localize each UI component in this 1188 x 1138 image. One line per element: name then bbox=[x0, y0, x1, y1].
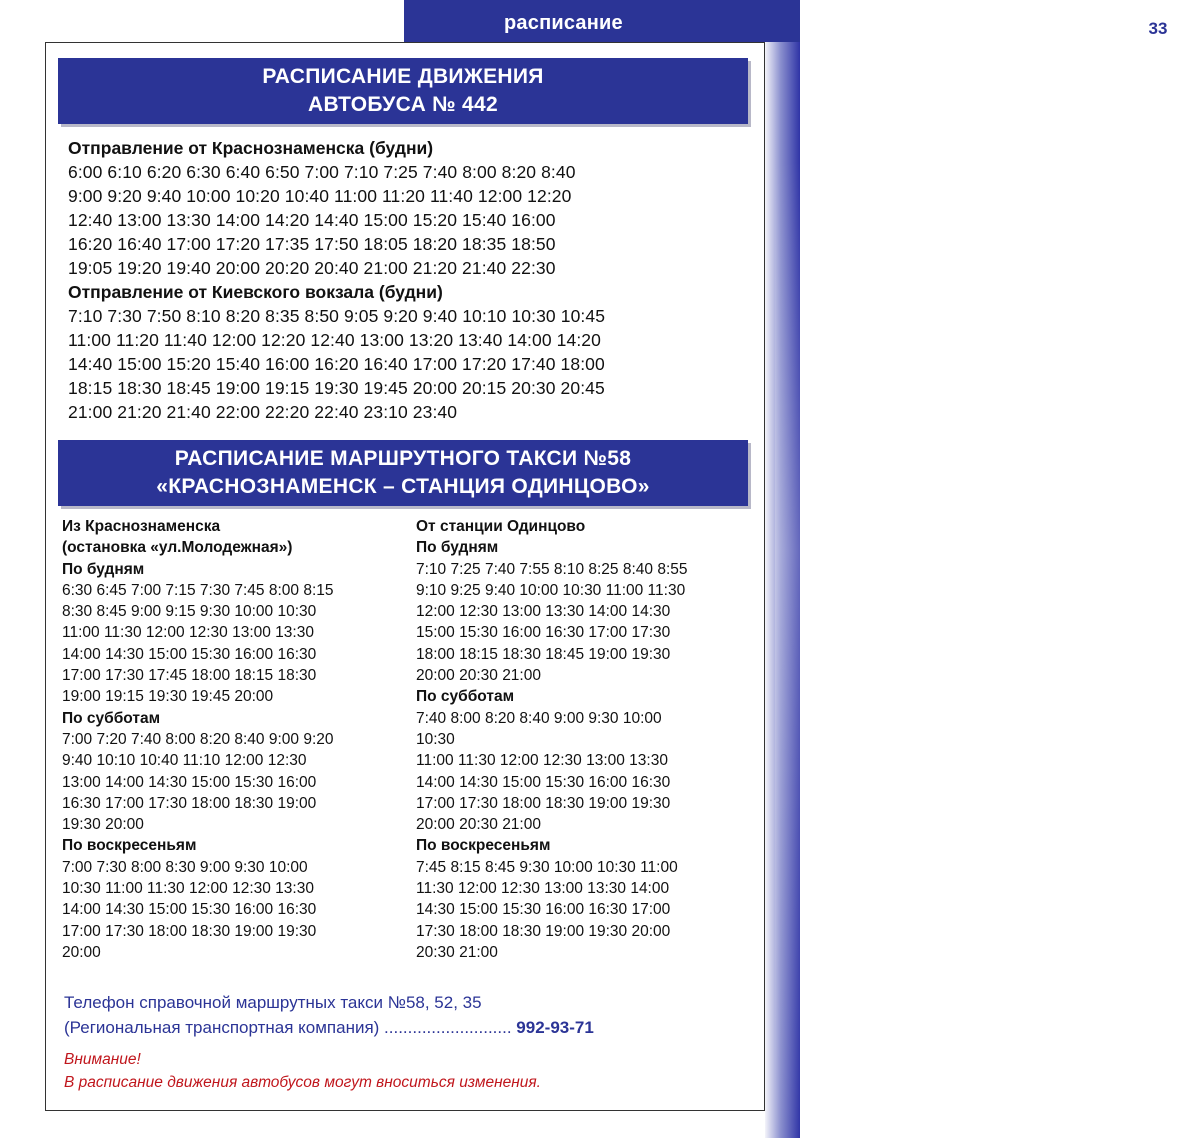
taxi-left-weekdays-label: По будням bbox=[62, 560, 145, 578]
time-row: 7:45 8:15 8:45 9:30 10:00 10:30 11:00 bbox=[416, 858, 678, 876]
time-row: 14:00 14:30 15:00 15:30 16:00 16:30 bbox=[62, 901, 317, 919]
taxi-left-heading: Из Краснознаменска bbox=[62, 518, 221, 535]
taxi-left-column bbox=[62, 516, 334, 963]
time-row: 20:00 bbox=[62, 943, 101, 961]
time-row: 19:00 19:15 19:30 19:45 20:00 bbox=[62, 688, 274, 706]
time-row: 12:00 12:30 13:00 13:30 14:00 14:30 bbox=[416, 603, 671, 621]
time-row: 7:10 7:25 7:40 7:55 8:10 8:25 8:40 8:55 bbox=[416, 560, 688, 578]
time-row: 7:00 7:30 8:00 8:30 9:00 9:30 10:00 bbox=[62, 858, 308, 876]
phone-info bbox=[64, 990, 594, 1040]
taxi-right-column bbox=[416, 516, 688, 963]
time-row: 6:00 6:10 6:20 6:30 6:40 6:50 7:00 7:10 7:25 7:40 8:00 8:20 8:40 bbox=[68, 162, 576, 182]
bus-from-krasnoznamensk-heading: Отправление от Краснознаменска (будни) bbox=[68, 138, 434, 158]
time-row: 21:00 21:20 21:40 22:00 22:20 22:40 23:10 23:40 bbox=[68, 402, 458, 422]
page-number: 33 bbox=[1128, 14, 1188, 42]
time-row: 7:40 8:00 8:20 8:40 9:00 9:30 10:00 bbox=[416, 709, 662, 727]
time-row: 14:30 15:00 15:30 16:00 16:30 17:00 bbox=[416, 901, 671, 919]
taxi-right-saturday-label: По субботам bbox=[416, 688, 515, 706]
time-row: 17:00 17:30 17:45 18:00 18:15 18:30 bbox=[62, 667, 317, 685]
bus-from-krasnoznamensk-times bbox=[68, 160, 748, 280]
time-row: 7:10 7:30 7:50 8:10 8:20 8:35 8:50 9:05 9:20 9:40 10:10 10:30 10:45 bbox=[68, 306, 606, 326]
bus-title-banner bbox=[58, 58, 748, 124]
time-row: 14:40 15:00 15:20 15:40 16:00 16:20 16:40 17:00 17:20 17:40 18:00 bbox=[68, 354, 605, 374]
time-row: 11:00 11:30 12:00 12:30 13:00 13:30 bbox=[62, 624, 314, 642]
time-row: 20:00 20:30 21:00 bbox=[416, 667, 541, 685]
taxi-left-saturday-label: По субботам bbox=[62, 709, 161, 727]
time-row: 18:15 18:30 18:45 19:00 19:15 19:30 19:45 20:00 20:15 20:30 20:45 bbox=[68, 378, 605, 398]
time-row: 9:40 10:10 10:40 11:10 12:00 12:30 bbox=[62, 752, 307, 770]
taxi-right-heading: От станции Одинцово bbox=[416, 518, 586, 535]
time-row: 11:00 11:30 12:00 12:30 13:00 13:30 bbox=[416, 752, 668, 770]
taxi-right-sunday-label: По воскресеньям bbox=[416, 837, 551, 855]
time-row: 17:30 18:00 18:30 19:00 19:30 20:00 bbox=[416, 922, 671, 940]
time-row: 13:00 14:00 14:30 15:00 15:30 16:00 bbox=[62, 773, 317, 791]
time-row: 9:00 9:20 9:40 10:00 10:20 10:40 11:00 11:20 11:40 12:00 12:20 bbox=[68, 186, 572, 206]
time-row: 20:30 21:00 bbox=[416, 943, 498, 961]
section-header-tab bbox=[404, 0, 1168, 42]
time-row: 19:30 20:00 bbox=[62, 816, 144, 834]
time-row: 6:30 6:45 7:00 7:15 7:30 7:45 8:00 8:15 bbox=[62, 581, 334, 599]
time-row: 10:30 bbox=[416, 730, 455, 748]
time-row: 16:30 17:00 17:30 18:00 18:30 19:00 bbox=[62, 794, 317, 812]
taxi-title-line-1: РАСПИСАНИЕ МАРШРУТНОГО ТАКСИ №58 bbox=[174, 447, 632, 470]
time-row: 11:00 11:20 11:40 12:00 12:20 12:40 13:00 13:20 13:40 14:00 14:20 bbox=[68, 330, 601, 350]
phone-line-2 bbox=[64, 1015, 594, 1040]
phone-number: 992-93-71 bbox=[516, 1018, 594, 1037]
taxi-right-weekdays-label: По будням bbox=[416, 539, 499, 557]
time-row: 15:00 15:30 16:00 16:30 17:00 17:30 bbox=[416, 624, 671, 642]
time-row: 16:20 16:40 17:00 17:20 17:35 17:50 18:05 18:20 18:35 18:50 bbox=[68, 234, 556, 254]
taxi-left-stop: (остановка «ул.Молодежная») bbox=[62, 539, 293, 557]
taxi-title-line-2: «КРАСНОЗНАМЕНСК – СТАНЦИЯ ОДИНЦОВО» bbox=[156, 475, 650, 498]
phone-line-1: Телефон справочной маршрутных такси №58, 52, 35 bbox=[64, 993, 482, 1012]
time-row: 18:00 18:15 18:30 18:45 19:00 19:30 bbox=[416, 645, 671, 663]
phone-company: (Региональная транспортная компания) ........................... bbox=[64, 1018, 512, 1037]
time-row: 10:30 11:00 11:30 12:00 12:30 13:30 bbox=[62, 880, 314, 898]
taxi-title-banner bbox=[58, 440, 748, 506]
time-row: 12:40 13:00 13:30 14:00 14:20 14:40 15:00 15:20 15:40 16:00 bbox=[68, 210, 556, 230]
bus-from-kievsky-heading: Отправление от Киевского вокзала (будни) bbox=[68, 282, 443, 302]
bus-title-line-2: АВТОБУСА № 442 bbox=[308, 93, 498, 116]
time-row: 14:00 14:30 15:00 15:30 16:00 16:30 bbox=[62, 645, 317, 663]
warning-title: Внимание! bbox=[64, 1051, 141, 1068]
section-label: расписание bbox=[504, 12, 623, 34]
time-row: 8:30 8:45 9:00 9:15 9:30 10:00 10:30 bbox=[62, 603, 317, 621]
time-row: 7:00 7:20 7:40 8:00 8:20 8:40 9:00 9:20 bbox=[62, 730, 334, 748]
time-row: 20:00 20:30 21:00 bbox=[416, 816, 541, 834]
time-row: 19:05 19:20 19:40 20:00 20:20 20:40 21:00 21:20 21:40 22:30 bbox=[68, 258, 556, 278]
bus-schedule bbox=[68, 136, 748, 424]
side-decor-stripe bbox=[775, 160, 800, 1138]
bus-title-line-1: РАСПИСАНИЕ ДВИЖЕНИЯ bbox=[262, 65, 544, 88]
warning-text: В расписание движения автобусов могут вноситься изменения. bbox=[64, 1074, 541, 1091]
time-row: 9:10 9:25 9:40 10:00 10:30 11:00 11:30 bbox=[416, 581, 686, 599]
taxi-left-sunday-label: По воскресеньям bbox=[62, 837, 197, 855]
bus-from-kievsky-times bbox=[68, 304, 748, 424]
time-row: 14:00 14:30 15:00 15:30 16:00 16:30 bbox=[416, 773, 671, 791]
time-row: 17:00 17:30 18:00 18:30 19:00 19:30 bbox=[62, 922, 317, 940]
warning-note bbox=[64, 1048, 541, 1094]
time-row: 11:30 12:00 12:30 13:00 13:30 14:00 bbox=[416, 880, 670, 898]
time-row: 17:00 17:30 18:00 18:30 19:00 19:30 bbox=[416, 794, 671, 812]
